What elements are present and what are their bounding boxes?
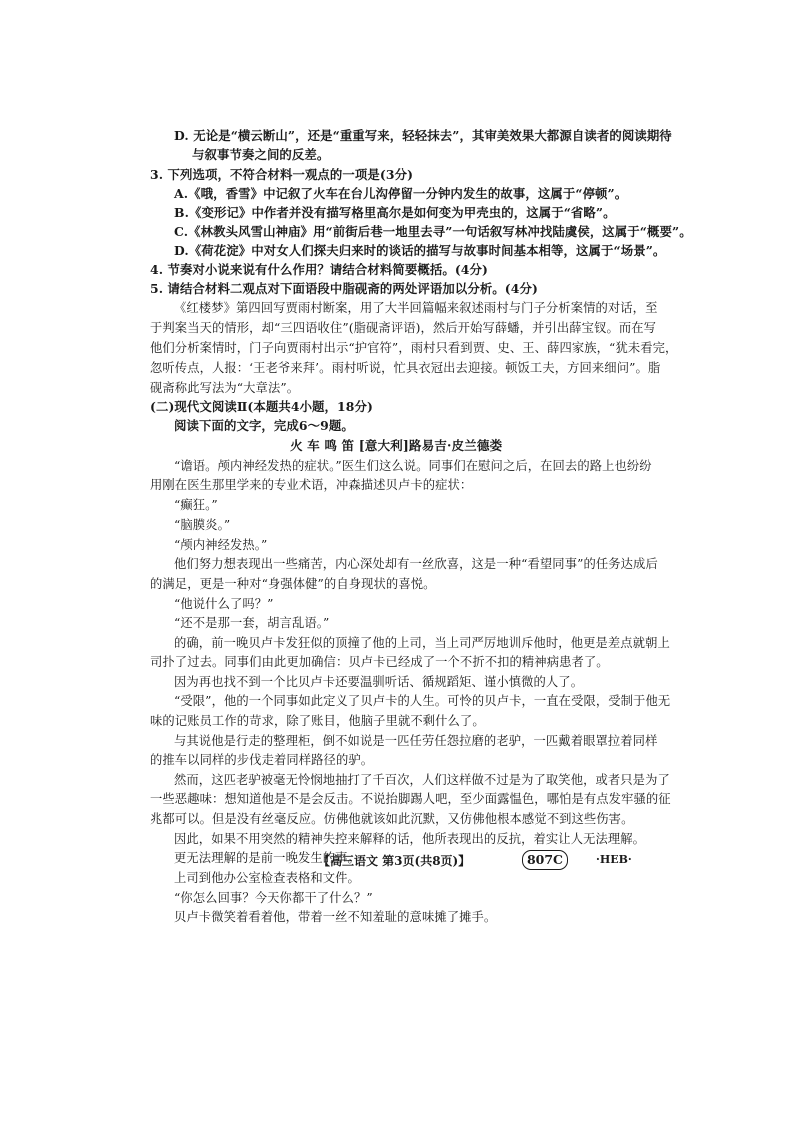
text-line: 的满足，更是一种对“身强体健”的自身现状的喜悦。 bbox=[150, 577, 436, 591]
page-footer bbox=[0, 850, 794, 872]
exam-code-badge: 807C bbox=[522, 850, 568, 870]
text-line: “癫狂。” bbox=[174, 498, 218, 512]
text-line: 3. 下列选项，不符合材料一观点的一项是(3分) bbox=[150, 167, 414, 182]
text-line: “还不是那一套，胡言乱语。” bbox=[174, 616, 330, 630]
text-line: 更无法理解的是前一晚发生的事。 bbox=[174, 851, 360, 865]
text-line: 味的记账员工作的苛求，除了账目，他脑子里就不剩什么了。 bbox=[150, 714, 485, 728]
text-line: 贝卢卡微笑着看着他，带着一丝不知羞耻的意味摊了摊手。 bbox=[174, 910, 497, 924]
text-line: 然而，这匹老驴被毫无怜悯地抽打了千百次，人们这样做不过是为了取笑他，或者只是为了 bbox=[174, 773, 670, 787]
text-line: 的推车以同样的步伐走着同样路径的驴。 bbox=[150, 753, 374, 767]
text-line: 忽听传点，人报：‘王老爷来拜’。雨村听说，忙具衣冠出去迎接。顿饭工夫，方回来细问”。脂 bbox=[150, 361, 661, 375]
text-line: 上司到他办公室检查表格和文件。 bbox=[174, 871, 360, 885]
text-line: 火 车 鸣 笛 [意大利]路易吉·皮兰德娄 bbox=[290, 438, 503, 453]
text-line: C.《林教头风雪山神庙》用“前街后巷一地里去寻”一句话叙写林冲找陆虞侯，这属于“概要”。 bbox=[174, 224, 692, 239]
text-line: 与叙事节奏之间的反差。 bbox=[192, 147, 330, 162]
text-line: D. 无论是“横云断山”，还是“重重写来，轻轻抹去”，其审美效果大都源自读者的阅读期待 bbox=[174, 128, 672, 143]
text-line: 因此，如果不用突然的精神失控来解释的话，他所表现出的反抗，着实让人无法理解。 bbox=[174, 832, 646, 846]
text-line: 于判案当天的情形，却“三四语收住”(脂砚斋评语)，然后开始写薛蟠，并引出薛宝钗。而在写 bbox=[150, 321, 657, 335]
text-line: 兆都可以。但是没有丝毫反应。仿佛他就该如此沉默，又仿佛他根本感觉不到这些伤害。 bbox=[150, 812, 634, 826]
text-line: “他说什么了吗？” bbox=[174, 597, 274, 611]
text-line: 因为再也找不到一个比贝卢卡还要温驯听话、循规蹈矩、谨小慎微的人了。 bbox=[174, 675, 584, 689]
text-line: 《红楼梦》第四回写贾雨村断案，用了大半回篇幅来叙述雨村与门子分析案情的对话，至 bbox=[174, 301, 658, 315]
text-line: 与其说他是行走的整理柜，倒不如说是一匹任劳任怨拉磨的老驴，一匹戴着眼罩拉着同样 bbox=[174, 734, 658, 748]
text-line: D.《荷花淀》中对女人们探夫归来时的谈话的描写与故事时间基本相等，这属于“场景”。 bbox=[174, 243, 666, 258]
text-line: 砚斋称此写法为“大章法”。 bbox=[150, 381, 300, 395]
text-line: 他们努力想表现出一些痛苦，内心深处却有一丝欣喜，这是一种“看望同事”的任务达成后 bbox=[174, 557, 658, 571]
text-line: 5. 请结合材料二观点对下面语段中脂砚斋的两处评语加以分析。(4分) bbox=[150, 281, 538, 296]
region-tag: ·HEB· bbox=[596, 853, 632, 866]
text-line: 一些恶趣味：想知道他是不是会反击。不说抬脚踢人吧，至少面露愠色，哪怕是有点发牢骚的征 bbox=[150, 792, 671, 806]
text-line: 4. 节奏对小说来说有什么作用？请结合材料简要概括。(4分) bbox=[150, 262, 488, 277]
text-line: A.《哦，香雪》中记叙了火车在台儿沟停留一分钟内发生的故事，这属于“停顿”。 bbox=[174, 186, 628, 201]
text-line: “谵语。颅内神经发热的症状。”医生们这么说。同事们在慰问之后，在回去的路上也纷纷 bbox=[174, 459, 652, 473]
text-line: “脑膜炎。” bbox=[174, 518, 231, 532]
text-line: “受限”，他的一个同事如此定义了贝卢卡的人生。可怜的贝卢卡，一直在受限，受制于他无 bbox=[174, 694, 671, 708]
text-line: B.《变形记》中作者并没有描写格里高尔是如何变为甲壳虫的，这属于“省略”。 bbox=[174, 205, 616, 220]
text-line: 阅读下面的文字，完成6～9题。 bbox=[174, 418, 354, 433]
text-line: 他们分析案情时，门子向贾雨村出示“护官符”，雨村只看到贾、史、王、薛四家族，“犹未看完， bbox=[150, 341, 678, 355]
text-line: 的确，前一晚贝卢卡发狂似的顶撞了他的上司，当上司严厉地训斥他时，他更是差点就朝上 bbox=[174, 636, 670, 650]
text-line: (二)现代文阅读Ⅱ(本题共4小题，18分) bbox=[150, 399, 373, 414]
page-number-label: 【高三语文 第3页(共8页)】 bbox=[318, 854, 471, 868]
text-line: 司扑了过去。同事们由此更加确信：贝卢卡已经成了一个不折不扣的精神病患者了。 bbox=[150, 655, 609, 669]
text-line: 用刚在医生那里学来的专业术语，冲森描述贝卢卡的症状： bbox=[150, 478, 473, 492]
text-line: “颅内神经发热。” bbox=[174, 538, 268, 552]
text-line: “你怎么回事？今天你都干了什么？” bbox=[174, 891, 373, 905]
